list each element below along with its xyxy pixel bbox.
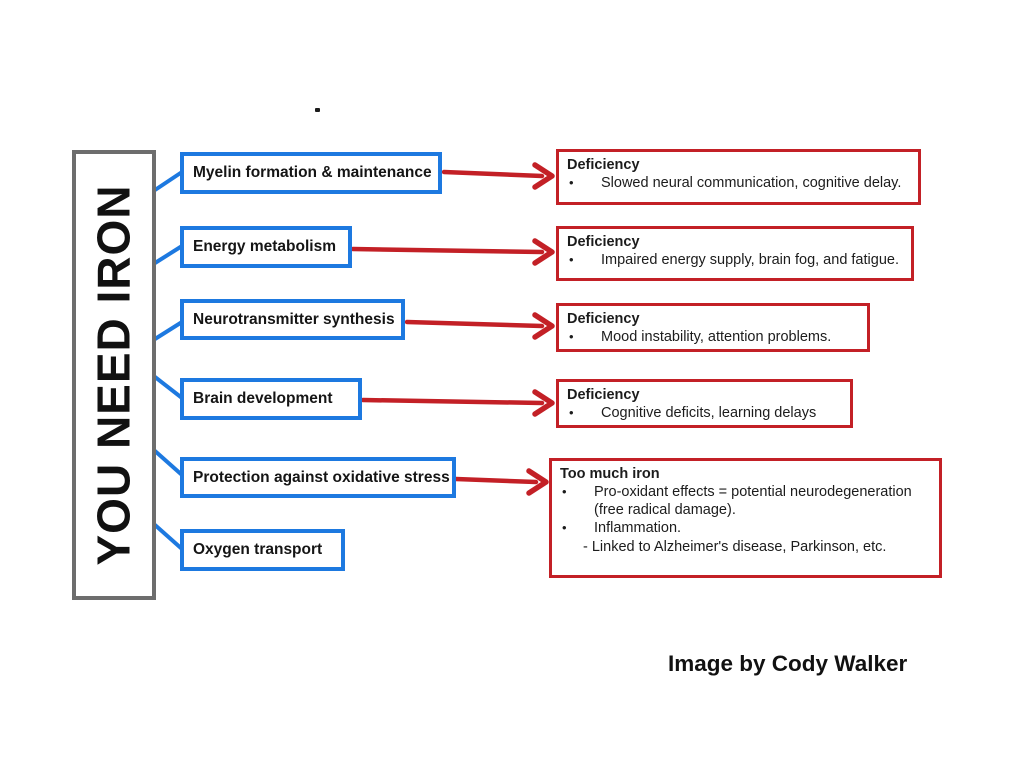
function-box-oxygen xyxy=(180,529,345,571)
arrow-neurotransmitter-deficiency xyxy=(407,315,552,337)
function-box-protection xyxy=(180,457,456,498)
bullet-icon: • xyxy=(569,252,574,267)
outcome-box-neurotransmitter-deficiency xyxy=(556,303,870,352)
outcome-title: Deficiency xyxy=(567,387,640,403)
arrowhead-icon xyxy=(535,241,552,263)
bullet-icon: • xyxy=(569,175,574,190)
bullet-icon: • xyxy=(569,405,574,420)
connector-root-neurotransmitter xyxy=(155,322,182,339)
function-box-energy xyxy=(180,226,352,268)
connector-root-energy xyxy=(155,246,182,263)
arrowhead-icon xyxy=(535,315,552,337)
outcome-bullet: • Mood instability, attention problems. xyxy=(569,329,832,345)
outcome-subnote: - Linked to Alzheimer's disease, Parkinson, etc. xyxy=(583,539,887,556)
outcome-box-energy-deficiency xyxy=(556,226,914,281)
function-box-brain xyxy=(180,378,362,420)
arrow-brain-deficiency xyxy=(363,392,552,414)
bullet-icon: • xyxy=(562,484,567,499)
credit-text: Image by Cody Walker xyxy=(668,651,908,676)
outcome-bullet: • Pro-oxidant effects = potential neurodegeneration (free radical damage). xyxy=(562,484,912,519)
connector-root-oxygen xyxy=(155,525,182,549)
bullet-icon: • xyxy=(562,520,567,536)
function-label: Protection against oxidative stress xyxy=(193,468,450,486)
connector-root-protection xyxy=(155,451,182,475)
outcome-box-brain-deficiency xyxy=(556,379,853,428)
outcome-title: Deficiency xyxy=(567,311,640,327)
arrow-protection-too-much-iron xyxy=(456,471,546,493)
outcome-title: Deficiency xyxy=(567,157,640,173)
function-label: Brain development xyxy=(193,390,333,407)
outcome-bullet: • Inflammation. xyxy=(562,520,682,537)
connector-root-brain xyxy=(155,377,182,398)
outcome-box-myelin-deficiency xyxy=(556,149,921,205)
arrowhead-icon xyxy=(535,392,552,414)
function-box-myelin xyxy=(180,152,442,194)
outcome-bullet: • Cognitive deficits, learning delays xyxy=(569,405,817,421)
arrowhead-icon xyxy=(535,165,552,187)
function-label: Myelin formation & maintenance xyxy=(193,164,432,181)
outcome-title: Too much iron xyxy=(560,466,660,482)
function-label: Energy metabolism xyxy=(193,238,336,255)
function-box-neurotransmitter xyxy=(180,299,405,340)
arrow-energy-deficiency xyxy=(353,241,552,263)
function-label: Neurotransmitter synthesis xyxy=(193,310,395,328)
arrow-myelin-deficiency xyxy=(444,165,552,187)
stray-mark xyxy=(315,108,320,112)
root-label: YOU NEED IRON xyxy=(88,184,141,566)
outcome-box-too-much-iron xyxy=(549,458,942,578)
root-node-you-need-iron xyxy=(72,150,156,600)
bullet-icon: • xyxy=(569,329,574,344)
function-label: Oxygen transport xyxy=(193,541,323,558)
outcome-bullet: • Impaired energy supply, brain fog, and fatigue. xyxy=(569,252,899,268)
outcome-bullet: • Slowed neural communication, cognitive delay. xyxy=(569,175,902,191)
outcome-title: Deficiency xyxy=(567,234,640,250)
arrowhead-icon xyxy=(529,471,546,493)
connector-root-myelin xyxy=(155,172,182,190)
